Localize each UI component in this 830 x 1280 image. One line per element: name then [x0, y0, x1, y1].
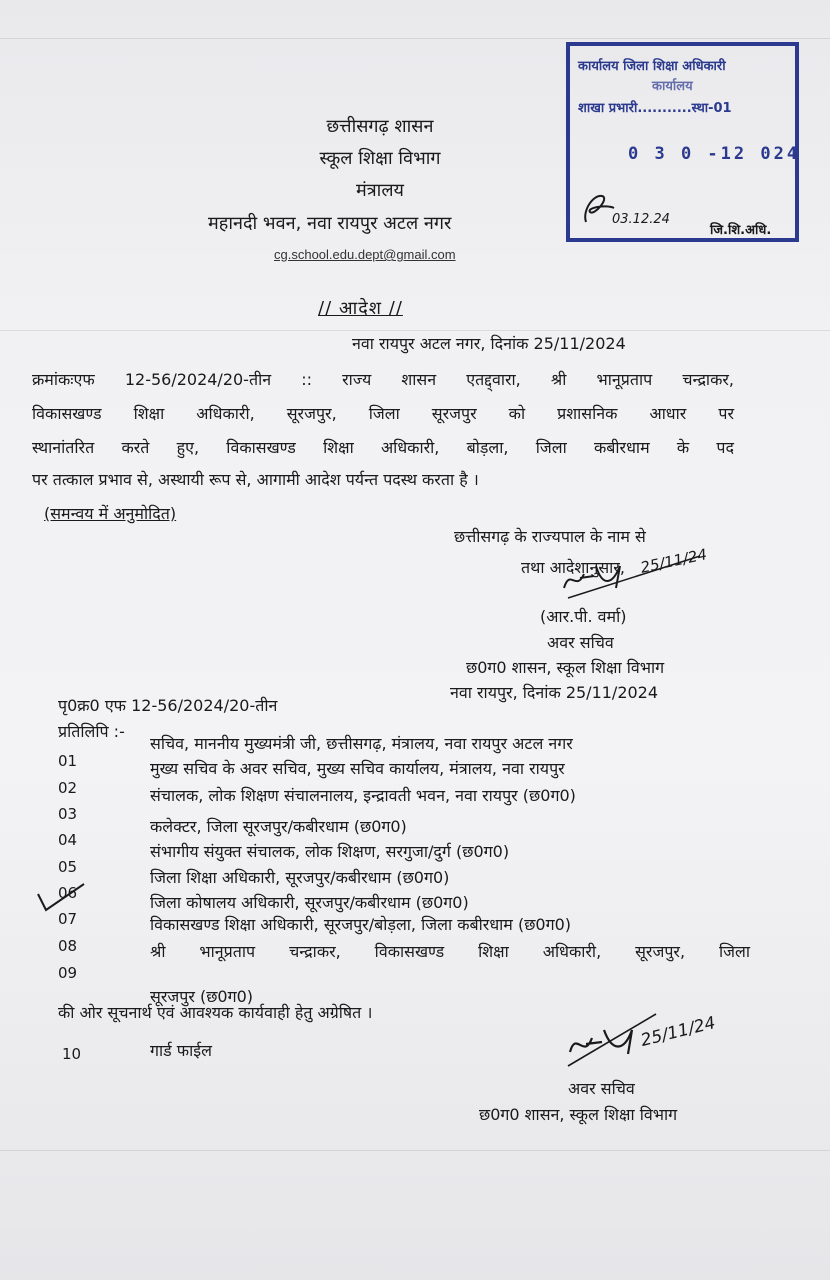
copy-item-text: कलेक्टर, जिला सूरजपुर/कबीरधाम (छ0ग0) [150, 817, 407, 836]
order-place-date: नवा रायपुर अटल नगर, दिनांक 25/11/2024 [352, 334, 626, 353]
paper-fold [0, 330, 830, 331]
copy-item-no: 03 [58, 805, 78, 823]
copy-item-text: विकासखण्ड शिक्षा अधिकारी, सूरजपुर/बोड़ला, जिला कबीरधाम (छ0ग0) [150, 915, 572, 934]
order-para-line-2: विकासखण्ड शिक्षा अधिकारी, सूरजपुर, जिला सूरजपुर को प्रशासनिक आधार पर [32, 404, 734, 423]
signatory-place-date: नवा रायपुर, दिनांक 25/11/2024 [450, 683, 659, 702]
paper-fold [0, 38, 830, 39]
copy-item-no: 01 [58, 752, 78, 770]
copy-item-text: संचालक, लोक शिक्षण संचालनालय, इन्द्रावती भवन, नवा रायपुर (छ0ग0) [150, 786, 576, 805]
header-ministry: मंत्रालय [355, 180, 404, 201]
signatory-dept: छ0ग0 शासन, स्कूल शिक्षा विभाग [466, 658, 665, 677]
endorsement-number: पृ0क्र0 एफ 12-56/2024/20-तीन [58, 696, 278, 715]
stamp-office: कार्यालय जिला शिक्षा अधिकारी [578, 59, 726, 74]
copy-item-text: सचिव, माननीय मुख्यमंत्री जी, छत्तीसगढ़, मंत्रालय, नवा रायपुर अटल नगर [150, 734, 573, 753]
signatory-2-dept: छ0ग0 शासन, स्कूल शिक्षा विभाग [479, 1105, 678, 1124]
signature-1-date: 25/11/24 [638, 545, 709, 577]
copy-item-text: जिला कोषालय अधिकारी, सूरजपुर/कबीरधाम (छ0ग0) [150, 893, 469, 912]
signatory-2-designation: अवर सचिव [568, 1079, 635, 1098]
signatory-order-line: तथा आदेशानुसार, [521, 558, 625, 577]
copy-item-no: 06 [58, 884, 78, 902]
copy-item-text: मुख्य सचिव के अवर सचिव, मुख्य सचिव कार्यालय, मंत्रालय, नवा रायपुर [150, 759, 565, 778]
copy-item-9-cont: सूरजपुर (छ0ग0) [150, 987, 254, 1006]
stamp-handwritten-date: 03.12.24 [612, 212, 670, 227]
paper-fold [0, 1150, 830, 1151]
header-email: cg.school.edu.dept@gmail.com [274, 247, 456, 262]
copy-item-text: जिला शिक्षा अधिकारी, सूरजपुर/कबीरधाम (छ0ग0) [150, 868, 450, 887]
copy-item-no: 08 [58, 937, 78, 955]
copy-item-no: 02 [58, 779, 78, 797]
copy-item-no: 07 [58, 910, 78, 928]
header-address: महानदी भवन, नवा रायपुर अटल नगर [208, 213, 452, 234]
stamp-office-sub: कार्यालय [652, 79, 693, 94]
copy-item-text: श्री भानूप्रताप चन्द्राकर, विकासखण्ड शिक्षा अधिकारी, सूरजपुर, जिला [150, 942, 750, 961]
stamp-date-number: 0 3 0 -12 024 [628, 144, 801, 164]
order-para-line-3: स्थानांतरित करते हुए, विकासखण्ड शिक्षा अधिकारी, बोड़ला, जिला कबीरधाम के पद [32, 438, 734, 457]
order-title: // आदेश // [318, 298, 403, 319]
header-dept: स्कूल शिक्षा विभाग [319, 148, 441, 169]
copy-item-no: 05 [58, 858, 78, 876]
approval-note: (समन्वय में अनुमोदित) [44, 504, 177, 523]
copy-item-text: संभागीय संयुक्त संचालक, लोक शिक्षण, सरगुजा/दुर्ग (छ0ग0) [150, 842, 510, 861]
tick-mark-icon [34, 880, 88, 914]
copy-label: प्रतिलिपि :- [58, 722, 125, 741]
copy-item-no: 04 [58, 831, 78, 849]
signature-2-date: 25/11/24 [638, 1013, 718, 1051]
stamp-branch: शाखा प्रभारी...........स्था-01 [578, 101, 732, 116]
office-stamp [566, 42, 799, 242]
order-para-line-1: क्रमांकःएफ 12-56/2024/20-तीन :: राज्य शासन एतद्द्वारा, श्री भानूप्रताप चन्द्राकर, [32, 370, 734, 389]
signatory-governor-line: छत्तीसगढ़ के राज्यपाल के नाम से [454, 527, 646, 546]
signatory-designation: अवर सचिव [547, 633, 614, 652]
header-govt: छत्तीसगढ़ शासन [326, 116, 434, 137]
copy-item-no: 09 [58, 964, 78, 982]
stamp-initials: जि.शि.अधि. [710, 223, 772, 238]
signatory-name: (आर.पी. वर्मा) [540, 607, 627, 626]
copy-item-text: गार्ड फाईल [150, 1041, 212, 1060]
copy-item-no: 10 [62, 1045, 82, 1063]
order-para-line-4: पर तत्काल प्रभाव से, अस्थायी रूप से, आगामी आदेश पर्यन्त पदस्थ करता है । [32, 470, 479, 489]
forward-note: की ओर सूचनार्थ एवं आवश्यक कार्यवाही हेतु अग्रेषित । [58, 1003, 373, 1022]
